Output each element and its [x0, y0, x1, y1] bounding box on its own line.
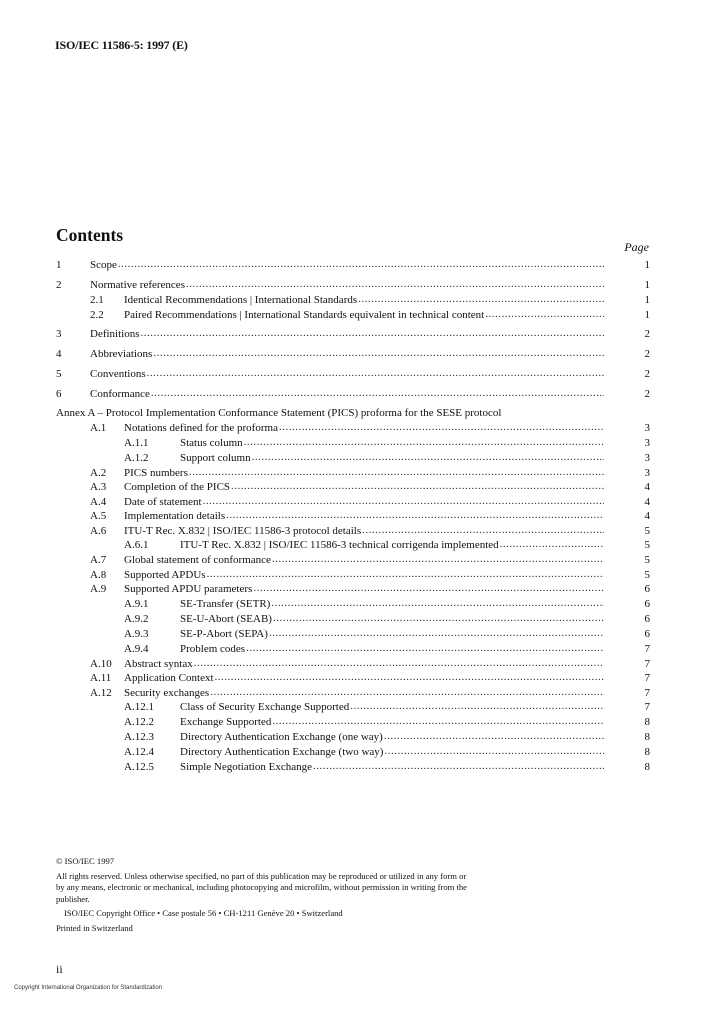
- toc-entry-title: Support column: [180, 451, 251, 464]
- toc-entry-title: Conventions: [90, 368, 146, 380]
- toc-entry-number: A.9: [90, 583, 107, 595]
- toc-entry-number: 5: [56, 368, 62, 380]
- toc-entry-title: Class of Security Exchange Supported: [180, 701, 350, 713]
- toc-row[interactable]: [56, 366, 650, 382]
- toc-row[interactable]: [56, 524, 650, 539]
- toc-row[interactable]: [56, 480, 650, 495]
- toc-entry-page: 2: [644, 348, 650, 360]
- toc-row[interactable]: [56, 700, 650, 715]
- toc-entry-number: 2: [56, 279, 62, 291]
- toc-row[interactable]: [56, 277, 650, 293]
- dot-leader: [485, 307, 604, 322]
- page-column-label: Page: [624, 240, 649, 254]
- toc-entry-page: 1: [644, 294, 650, 306]
- dot-leader: [194, 656, 604, 671]
- toc-row[interactable]: [56, 326, 650, 342]
- toc-entry-number: 2.1: [90, 294, 104, 306]
- dot-leader: [358, 292, 604, 307]
- toc-entry-title: SE-P-Abort (SEPA): [180, 627, 268, 640]
- printed-in: Printed in Switzerland: [56, 922, 133, 933]
- dot-leader: [231, 479, 604, 494]
- toc-entry-title: Simple Negotiation Exchange: [180, 761, 312, 773]
- toc-entry-number: 2.2: [90, 308, 104, 321]
- dot-leader: [313, 759, 604, 774]
- toc-entry-title: Problem codes: [180, 642, 246, 655]
- toc-entry-page: 2: [644, 368, 650, 380]
- toc-entry-title: Directory Authentication Exchange (two way): [180, 746, 384, 758]
- toc-entry-page: 7: [644, 642, 650, 655]
- dot-leader: [147, 365, 604, 381]
- toc-entry-page: 1: [644, 259, 650, 271]
- toc-entry-page: 2: [644, 328, 650, 340]
- dot-leader: [350, 699, 604, 714]
- toc-entry-number: 1: [56, 259, 62, 271]
- toc-row[interactable]: [56, 686, 650, 701]
- dot-leader: [141, 325, 605, 341]
- toc-entry-number: A.8: [90, 568, 107, 581]
- toc-entry-title: Definitions: [90, 328, 140, 340]
- toc-entry-number: A.10: [90, 657, 112, 670]
- toc-entry-page: 7: [644, 657, 650, 670]
- toc-entry-page: 3: [644, 422, 650, 434]
- rights-statement: All rights reserved. Unless otherwise specified, no part of this publication may be reproduced or utilized in any form or by any means, electronic or mechanical, including photocopying and microfilm, without permission in writing from the publisher.: [56, 870, 467, 904]
- toc-row[interactable]: [56, 538, 650, 553]
- toc-row[interactable]: [56, 582, 650, 597]
- toc-row[interactable]: [56, 627, 650, 642]
- toc-entry-title: Supported APDU parameters: [124, 583, 253, 595]
- toc-row[interactable]: [56, 257, 650, 273]
- dot-leader: [500, 537, 604, 552]
- toc-entry-page: 5: [644, 524, 650, 537]
- toc-entry-title: ITU-T Rec. X.832 | ISO/IEC 11586-3 technical corrigenda implemented: [180, 539, 499, 551]
- toc-row[interactable]: [56, 421, 650, 436]
- dot-leader: [210, 685, 604, 700]
- toc-entry-number: A.12.2: [124, 716, 154, 728]
- toc-entry-page: 5: [644, 539, 650, 551]
- toc-entry-title: Conformance: [90, 388, 150, 400]
- toc-entry-page: 1: [644, 308, 650, 321]
- toc-row[interactable]: [56, 715, 650, 730]
- dot-leader: [203, 494, 604, 509]
- toc-row[interactable]: [56, 293, 650, 308]
- toc-entry-title: Date of statement: [124, 495, 202, 508]
- copyright-block: [56, 856, 476, 934]
- toc-entry-title: ITU-T Rec. X.832 | ISO/IEC 11586-3 protocol details: [124, 524, 362, 537]
- toc-row[interactable]: [56, 386, 650, 402]
- dot-leader: [272, 552, 604, 567]
- footer-page-number: ii: [56, 962, 63, 976]
- toc-row[interactable]: [56, 612, 650, 627]
- toc-entry-page: 8: [644, 761, 650, 773]
- toc-row[interactable]: [56, 495, 650, 510]
- copyright-office-address: ISO/IEC Copyright Office • Case postale 56 • CH-1211 Genève 20 • Switzerland: [64, 908, 343, 918]
- toc-entry-page: 4: [644, 481, 650, 493]
- dot-leader: [153, 345, 604, 361]
- toc-entry-number: A.2: [90, 466, 107, 479]
- toc-entry-title: Paired Recommendations | International Standards equivalent in technical content: [124, 308, 485, 321]
- toc-entry-page: 7: [644, 672, 650, 684]
- dot-leader: [252, 450, 604, 465]
- dot-leader: [189, 465, 604, 480]
- toc-entry-number: A.1.2: [124, 451, 149, 464]
- toc-entry-page: 6: [644, 627, 650, 640]
- dot-leader: [362, 523, 604, 538]
- toc-entry-page: 6: [644, 612, 650, 625]
- toc-entry-number: A.9.1: [124, 597, 149, 610]
- toc-row[interactable]: [56, 597, 650, 612]
- dot-leader: [253, 581, 604, 596]
- toc-entry-page: 4: [644, 510, 650, 522]
- toc-entry-page: 8: [644, 731, 650, 743]
- dot-leader: [246, 641, 604, 656]
- dot-leader: [279, 420, 604, 435]
- toc-entry-number: 4: [56, 348, 62, 360]
- toc-entry-number: A.9.2: [124, 612, 149, 625]
- contents-title: Contents: [56, 225, 124, 245]
- toc-entry-number: A.1.1: [124, 436, 149, 449]
- toc-entry-number: A.1: [90, 422, 107, 434]
- toc-entry-title: Normative references: [90, 279, 185, 291]
- toc-entry-page: 5: [644, 568, 650, 581]
- toc-entry-title: Abbreviations: [90, 348, 153, 360]
- toc-entry-title: SE-U-Abort (SEAB): [180, 612, 272, 625]
- document-id-header: ISO/IEC 11586-5: 1997 (E): [55, 38, 188, 52]
- toc-entry-number: A.12.4: [124, 746, 154, 758]
- toc-entry-number: A.3: [90, 481, 107, 493]
- toc-row[interactable]: [56, 466, 650, 481]
- toc-row[interactable]: [56, 308, 650, 323]
- toc-entry-number: A.12.1: [124, 701, 154, 713]
- copyright-line: © ISO/IEC 1997: [56, 856, 115, 866]
- toc-row[interactable]: [56, 553, 650, 568]
- toc-entry-page: 7: [644, 686, 650, 699]
- toc-row[interactable]: [56, 657, 650, 672]
- toc-entry-number: A.7: [90, 554, 107, 566]
- dot-leader: [207, 567, 604, 582]
- toc-entry-number: A.6.1: [124, 539, 149, 551]
- toc-entry-title: SE-Transfer (SETR): [180, 597, 271, 610]
- toc-entry-page: 7: [644, 701, 650, 713]
- toc-entry-title: Completion of the PICS: [124, 481, 231, 493]
- toc-entry-page: 3: [644, 466, 650, 479]
- toc-row[interactable]: [56, 436, 650, 451]
- dot-leader: [384, 729, 604, 744]
- toc-entry-number: A.12.5: [124, 761, 154, 773]
- toc-row[interactable]: [56, 760, 650, 775]
- toc-entry-title: Security exchanges: [124, 686, 210, 699]
- toc-entry-number: A.11: [90, 672, 112, 684]
- dot-leader: [151, 385, 604, 401]
- toc-entry-title: Implementation details: [124, 510, 226, 522]
- toc-entry-title: Status column: [180, 436, 243, 449]
- toc-entry-number: A.9.4: [124, 642, 149, 655]
- toc-row[interactable]: [56, 642, 650, 657]
- toc-entry-title: Supported APDUs: [124, 568, 206, 581]
- toc-entry-number: A.4: [90, 495, 107, 508]
- table-of-contents: [56, 257, 650, 775]
- toc-row[interactable]: [56, 346, 650, 362]
- dot-leader: [271, 596, 604, 611]
- dot-leader: [226, 508, 604, 523]
- toc-entry-page: 3: [644, 436, 650, 449]
- toc-row[interactable]: [56, 730, 650, 745]
- annex-heading[interactable]: Annex A – Protocol Implementation Conformance Statement (PICS) proforma for the SESE protocol: [56, 407, 502, 419]
- toc-entry-page: 6: [644, 597, 650, 610]
- toc-entry-title: Identical Recommendations | International Standards: [124, 294, 358, 306]
- toc-entry-title: Directory Authentication Exchange (one way): [180, 731, 383, 743]
- toc-entry-number: 6: [56, 388, 62, 400]
- toc-entry-number: A.9.3: [124, 627, 149, 640]
- toc-entry-page: 1: [644, 279, 650, 291]
- toc-entry-title: PICS numbers: [124, 466, 188, 479]
- copyright-watermark: Copyright International Organization for Standardization: [14, 985, 163, 991]
- toc-entry-number: A.6: [90, 524, 107, 537]
- toc-entry-page: 8: [644, 716, 650, 728]
- dot-leader: [273, 611, 604, 626]
- dot-leader: [244, 435, 604, 450]
- dot-leader: [384, 744, 604, 759]
- toc-entry-title: Exchange Supported: [180, 716, 272, 728]
- toc-entry-page: 4: [644, 495, 650, 508]
- toc-entry-page: 2: [644, 388, 650, 400]
- dot-leader: [215, 670, 604, 685]
- toc-entry-number: A.5: [90, 510, 107, 522]
- toc-entry-number: 3: [56, 328, 62, 340]
- toc-entry-number: A.12.3: [124, 731, 154, 743]
- toc-row[interactable]: [56, 568, 650, 583]
- dot-leader: [186, 276, 604, 292]
- dot-leader: [118, 256, 604, 272]
- toc-entry-page: 3: [644, 451, 650, 464]
- toc-row[interactable]: [56, 451, 650, 466]
- dot-leader: [272, 714, 604, 729]
- toc-entry-number: A.12: [90, 686, 112, 699]
- toc-row[interactable]: [56, 509, 650, 524]
- dot-leader: [269, 626, 604, 641]
- toc-entry-page: 6: [644, 583, 650, 595]
- toc-row[interactable]: [56, 745, 650, 760]
- toc-entry-title: Notations defined for the proforma: [124, 422, 278, 434]
- toc-row[interactable]: [56, 671, 650, 686]
- toc-entry-title: Application Context: [124, 672, 214, 684]
- toc-entry-page: 5: [644, 554, 650, 566]
- toc-entry-page: 8: [644, 746, 650, 758]
- toc-entry-title: Scope: [90, 259, 117, 271]
- toc-entry-title: Global statement of conformance: [124, 554, 271, 566]
- toc-entry-title: Abstract syntax: [124, 657, 193, 670]
